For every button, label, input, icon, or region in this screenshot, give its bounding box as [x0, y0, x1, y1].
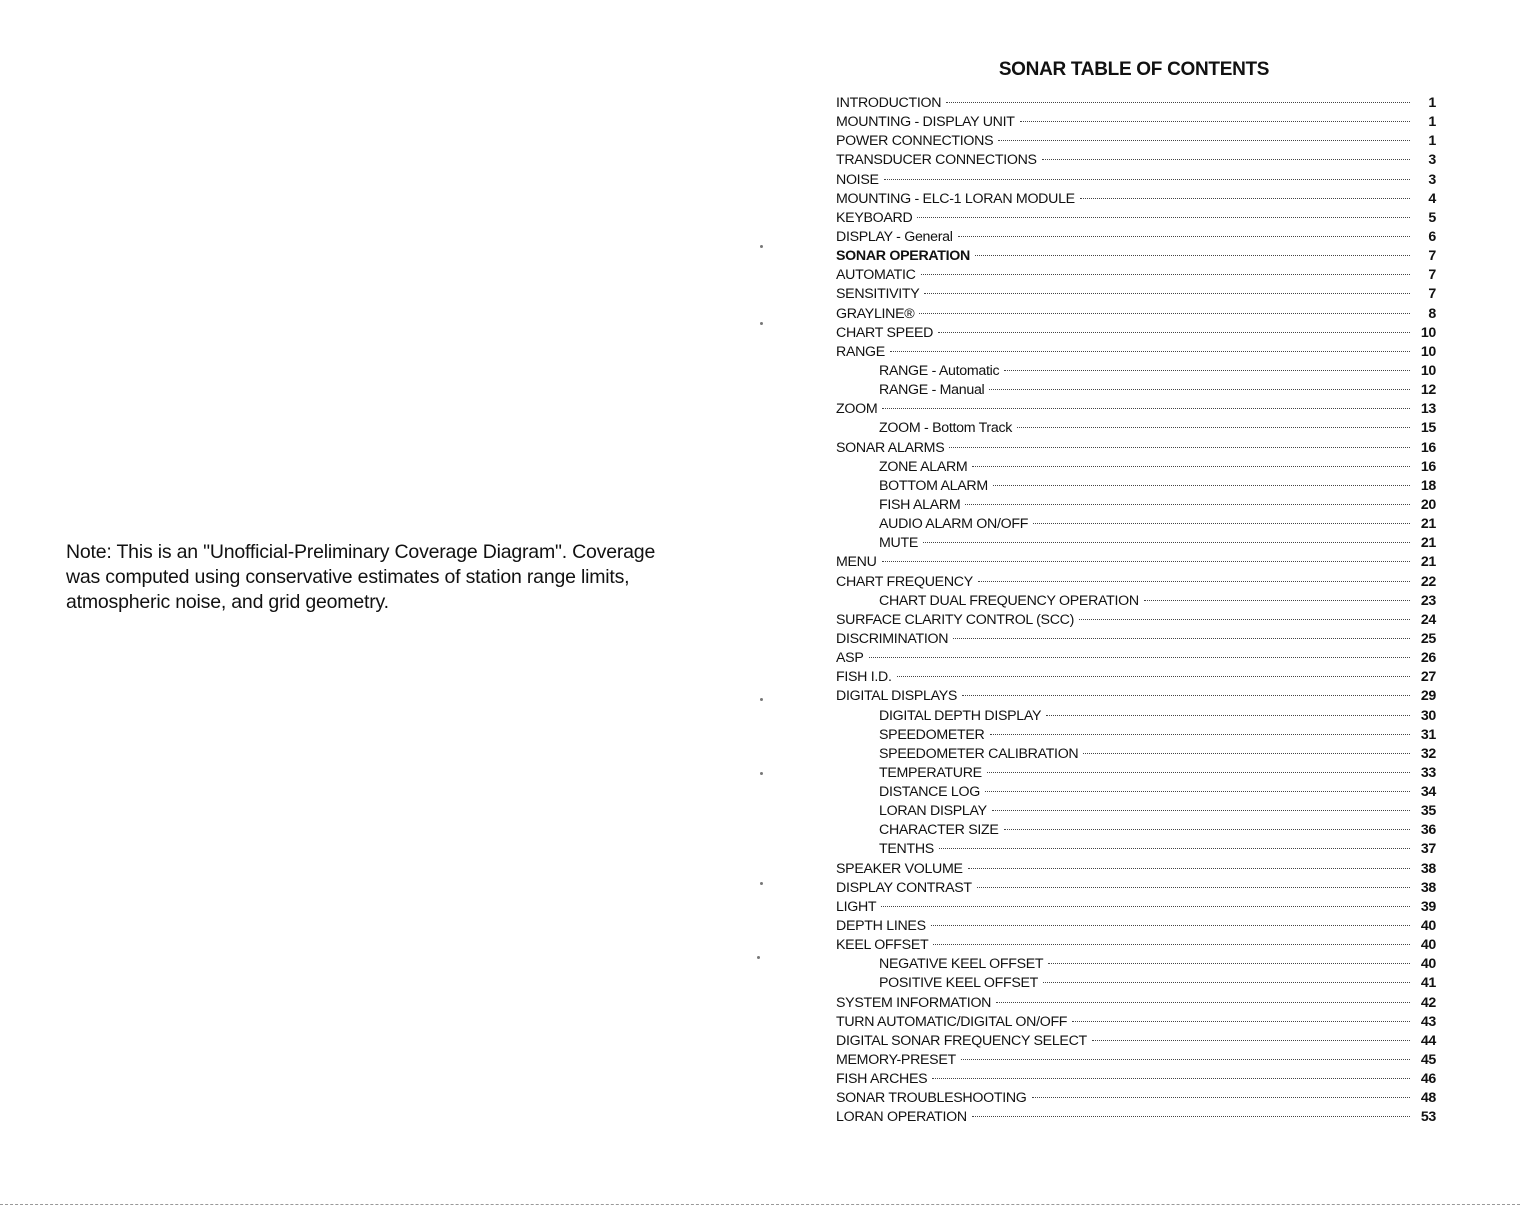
toc-dot-leader — [924, 293, 1410, 294]
toc-dot-leader — [882, 408, 1410, 409]
toc-entry-page: 20 — [1420, 496, 1436, 513]
toc-entry-label: NOISE — [836, 171, 879, 188]
toc-dot-leader — [919, 313, 1410, 314]
toc-dot-leader — [996, 1002, 1410, 1003]
toc-entry-label: SPEEDOMETER — [879, 726, 985, 743]
toc-entry-page: 7 — [1428, 286, 1436, 303]
toc-entry — [836, 171, 1436, 190]
toc-entry — [836, 113, 1436, 132]
toc-dot-leader — [978, 581, 1410, 582]
toc-entry — [836, 266, 1436, 285]
toc-entry — [836, 898, 1436, 917]
toc-entry-label: SPEAKER VOLUME — [836, 860, 963, 877]
toc-dot-leader — [1144, 600, 1410, 601]
toc-entry — [836, 534, 1436, 553]
toc-entry — [836, 974, 1436, 993]
toc-entry-page: 44 — [1420, 1032, 1436, 1049]
toc-entry — [836, 553, 1436, 572]
toc-entry-label: CHART SPEED — [836, 324, 934, 341]
toc-entry — [836, 1070, 1436, 1089]
toc-dot-leader — [1080, 198, 1410, 199]
toc-entry — [836, 1089, 1436, 1108]
toc-entry — [836, 783, 1436, 802]
toc-dot-leader — [931, 925, 1410, 926]
toc-entry-label: LIGHT — [836, 898, 877, 915]
toc-entry — [836, 687, 1436, 706]
toc-entry — [836, 1051, 1436, 1070]
toc-dot-leader — [917, 217, 1410, 218]
toc-dot-leader — [992, 810, 1410, 811]
toc-dot-leader — [1020, 121, 1410, 122]
toc-dot-leader — [1017, 427, 1410, 428]
toc-entry — [836, 802, 1436, 821]
toc-entry-label: SONAR ALARMS — [836, 439, 945, 456]
toc-dot-leader — [972, 1116, 1410, 1117]
page-bottom-rule — [0, 1204, 1520, 1205]
toc-entry — [836, 228, 1436, 247]
toc-dot-leader — [890, 351, 1410, 352]
toc-entry-page: 39 — [1420, 898, 1436, 915]
toc-entry — [836, 305, 1436, 324]
toc-dot-leader — [977, 887, 1410, 888]
toc-dot-leader — [965, 504, 1410, 505]
toc-entry — [836, 726, 1436, 745]
toc-entry-label: FISH ARCHES — [836, 1071, 928, 1088]
toc-entry — [836, 439, 1436, 458]
toc-dot-leader — [972, 466, 1410, 467]
scan-speck — [760, 772, 763, 775]
toc-entry-page: 1 — [1428, 95, 1436, 111]
toc-entry-page: 42 — [1420, 994, 1436, 1011]
toc-entry-page: 43 — [1420, 1013, 1436, 1030]
toc-entry — [836, 1032, 1436, 1051]
toc-entry-label: GRAYLINE® — [836, 305, 915, 322]
toc-entry-page: 21 — [1420, 554, 1436, 571]
toc-entry-page: 48 — [1420, 1090, 1436, 1107]
toc-entry-label: MEMORY-PRESET — [836, 1052, 956, 1069]
toc-entry-page: 46 — [1420, 1071, 1436, 1088]
toc-entry-label: RANGE - Manual — [879, 382, 985, 399]
toc-entry-page: 16 — [1420, 458, 1436, 475]
toc-entry-page: 24 — [1420, 611, 1436, 628]
toc-entry-page: 26 — [1420, 650, 1436, 667]
toc-dot-leader — [958, 236, 1410, 237]
toc-entry-page: 3 — [1428, 152, 1436, 169]
toc-dot-leader — [1042, 159, 1410, 160]
toc-entry-page: 21 — [1420, 535, 1436, 552]
toc-entry-label: ASP — [836, 650, 864, 667]
toc-dot-leader — [961, 1059, 1410, 1060]
toc-dot-leader — [933, 944, 1410, 945]
toc-list — [836, 94, 1436, 1128]
toc-entry — [836, 764, 1436, 783]
toc-entry-label: SYSTEM INFORMATION — [836, 994, 992, 1011]
toc-entry-label: ZOOM - Bottom Track — [879, 420, 1013, 437]
toc-entry-page: 30 — [1420, 707, 1436, 724]
toc-dot-leader — [897, 676, 1410, 677]
toc-entry — [836, 707, 1436, 726]
toc-dot-leader — [1046, 715, 1410, 716]
toc-entry-label: KEEL OFFSET — [836, 937, 929, 954]
toc-entry — [836, 477, 1436, 496]
toc-entry-page: 16 — [1420, 439, 1436, 456]
toc-dot-leader — [989, 389, 1410, 390]
toc-dot-leader — [932, 1078, 1410, 1079]
toc-entry-label: DIGITAL DEPTH DISPLAY — [879, 707, 1042, 724]
toc-dot-leader — [921, 274, 1410, 275]
toc-entry-page: 37 — [1420, 841, 1436, 858]
toc-dot-leader — [949, 447, 1410, 448]
toc-entry-page: 3 — [1428, 171, 1436, 188]
toc-entry-label: SONAR OPERATION — [836, 248, 970, 265]
toc-dot-leader — [1004, 370, 1410, 371]
note-line: atmospheric noise, and grid geometry. — [66, 591, 389, 613]
toc-entry-label: AUTOMATIC — [836, 267, 916, 284]
toc-entry — [836, 151, 1436, 170]
toc-entry — [836, 860, 1436, 879]
toc-entry-page: 38 — [1420, 860, 1436, 877]
toc-entry-label: KEYBOARD — [836, 209, 913, 226]
toc-dot-leader — [946, 102, 1410, 103]
toc-entry-label: ZOOM — [836, 401, 878, 418]
toc-entry-label: TRANSDUCER CONNECTIONS — [836, 152, 1037, 169]
toc-entry — [836, 381, 1436, 400]
toc-dot-leader — [998, 140, 1410, 141]
scan-speck — [760, 698, 763, 701]
toc-entry-page: 1 — [1428, 133, 1436, 150]
scan-speck — [760, 322, 763, 325]
toc-entry — [836, 1108, 1436, 1127]
toc-entry-label: DEPTH LINES — [836, 918, 926, 935]
toc-dot-leader — [1032, 1097, 1410, 1098]
toc-dot-leader — [953, 638, 1410, 639]
toc-entry — [836, 745, 1436, 764]
toc-entry — [836, 94, 1436, 113]
toc-entry — [836, 285, 1436, 304]
toc-entry-page: 27 — [1420, 669, 1436, 686]
toc-dot-leader — [1004, 829, 1410, 830]
toc-entry — [836, 247, 1436, 266]
toc-title: SONAR TABLE OF CONTENTS — [998, 59, 1270, 80]
toc-entry-label: INTRODUCTION — [836, 95, 942, 111]
toc-entry-label: MOUNTING - ELC-1 LORAN MODULE — [836, 190, 1075, 207]
toc-entry-label: DISCRIMINATION — [836, 630, 949, 647]
toc-entry-page: 10 — [1420, 343, 1436, 360]
toc-entry-label: RANGE - Automatic — [879, 362, 1000, 379]
toc-entry — [836, 821, 1436, 840]
toc-entry — [836, 879, 1436, 898]
note-line: Note: This is an "Unofficial-Preliminary Coverage Diagram". Coverage — [66, 541, 656, 563]
toc-entry — [836, 573, 1436, 592]
scan-speck — [760, 245, 763, 248]
toc-entry-page: 38 — [1420, 879, 1436, 896]
toc-entry — [836, 324, 1436, 343]
toc-entry-page: 45 — [1420, 1052, 1436, 1069]
toc-dot-leader — [923, 542, 1410, 543]
toc-entry-label: SURFACE CLARITY CONTROL (SCC) — [836, 611, 1075, 628]
toc-entry-page: 10 — [1420, 362, 1436, 379]
toc-dot-leader — [993, 485, 1410, 486]
toc-entry — [836, 132, 1436, 151]
toc-entry — [836, 400, 1436, 419]
toc-entry-page: 13 — [1420, 401, 1436, 418]
toc-entry-label: DIGITAL SONAR FREQUENCY SELECT — [836, 1032, 1087, 1049]
toc-entry — [836, 343, 1436, 362]
toc-entry-label: TENTHS — [879, 841, 934, 858]
toc-entry-page: 40 — [1420, 918, 1436, 935]
toc-dot-leader — [882, 561, 1410, 562]
toc-entry-page: 15 — [1420, 420, 1436, 437]
toc-entry-label: RANGE — [836, 343, 885, 360]
toc-entry — [836, 917, 1436, 936]
toc-dot-leader — [939, 848, 1410, 849]
toc-entry-page: 41 — [1420, 975, 1436, 992]
toc-entry-page: 35 — [1420, 803, 1436, 820]
toc-dot-leader — [975, 255, 1410, 256]
toc-entry-label: SPEEDOMETER CALIBRATION — [879, 745, 1079, 762]
toc-entry-label: SENSITIVITY — [836, 286, 920, 303]
toc-entry-page: 33 — [1420, 764, 1436, 781]
toc-entry-page: 25 — [1420, 630, 1436, 647]
toc-entry-page: 40 — [1420, 956, 1436, 973]
toc-entry — [836, 649, 1436, 668]
toc-entry-label: DISPLAY - General — [836, 228, 953, 245]
toc-entry-page: 1 — [1428, 114, 1436, 131]
toc-entry-label: DIGITAL DISPLAYS — [836, 688, 958, 705]
toc-entry — [836, 955, 1436, 974]
toc-entry-page: 18 — [1420, 477, 1436, 494]
toc-entry-page: 34 — [1420, 784, 1436, 801]
toc-entry — [836, 496, 1436, 515]
coverage-note — [66, 540, 716, 615]
toc-dot-leader — [869, 657, 1411, 658]
toc-dot-leader — [1083, 753, 1410, 754]
toc-entry-page: 21 — [1420, 516, 1436, 533]
toc-entry-label: NEGATIVE KEEL OFFSET — [879, 956, 1044, 973]
toc-dot-leader — [1079, 619, 1410, 620]
toc-entry — [836, 840, 1436, 859]
toc-entry-page: 32 — [1420, 745, 1436, 762]
toc-entry-page: 7 — [1428, 248, 1436, 265]
table-of-contents — [836, 56, 1436, 1128]
toc-entry — [836, 592, 1436, 611]
toc-entry-label: FISH ALARM — [879, 496, 961, 513]
toc-entry-page: 4 — [1428, 190, 1436, 207]
toc-dot-leader — [881, 906, 1410, 907]
note-line: was computed using conservative estimates of station range limits, — [66, 566, 630, 588]
toc-entry-label: CHART DUAL FREQUENCY OPERATION — [879, 592, 1139, 609]
toc-entry-label: CHARACTER SIZE — [879, 822, 999, 839]
toc-dot-leader — [990, 734, 1411, 735]
toc-entry-page: 12 — [1420, 382, 1436, 399]
toc-entry-label: LORAN OPERATION — [836, 1109, 967, 1126]
toc-entry-label: LORAN DISPLAY — [879, 803, 987, 820]
toc-entry-page: 36 — [1420, 822, 1436, 839]
toc-dot-leader — [985, 791, 1410, 792]
toc-entry — [836, 458, 1436, 477]
toc-entry-page: 53 — [1420, 1109, 1436, 1126]
toc-entry-label: DISPLAY CONTRAST — [836, 879, 972, 896]
toc-dot-leader — [987, 772, 1410, 773]
toc-entry — [836, 611, 1436, 630]
toc-dot-leader — [1072, 1021, 1410, 1022]
toc-entry — [836, 515, 1436, 534]
toc-entry-page: 40 — [1420, 937, 1436, 954]
scan-speck — [757, 956, 760, 959]
scan-speck — [760, 882, 763, 885]
toc-entry — [836, 668, 1436, 687]
toc-entry-page: 6 — [1428, 228, 1436, 245]
toc-entry — [836, 630, 1436, 649]
toc-entry-label: DISTANCE LOG — [879, 784, 980, 801]
toc-dot-leader — [962, 695, 1410, 696]
toc-entry-page: 5 — [1428, 209, 1436, 226]
toc-entry — [836, 1013, 1436, 1032]
toc-entry-page: 10 — [1420, 324, 1436, 341]
toc-entry-page: 29 — [1420, 688, 1436, 705]
toc-entry-label: MUTE — [879, 535, 918, 552]
toc-entry-label: SONAR TROUBLESHOOTING — [836, 1090, 1027, 1107]
toc-entry-page: 7 — [1428, 267, 1436, 284]
toc-entry — [836, 209, 1436, 228]
toc-entry-label: ZONE ALARM — [879, 458, 968, 475]
toc-entry-page: 8 — [1428, 305, 1436, 322]
toc-entry — [836, 994, 1436, 1013]
toc-entry-label: CHART FREQUENCY — [836, 573, 973, 590]
toc-entry — [836, 190, 1436, 209]
toc-entry-label: POWER CONNECTIONS — [836, 133, 994, 150]
toc-dot-leader — [1048, 963, 1410, 964]
toc-dot-leader — [1043, 982, 1410, 983]
toc-dot-leader — [1092, 1040, 1410, 1041]
toc-entry-label: AUDIO ALARM ON/OFF — [879, 516, 1029, 533]
toc-entry-label: MENU — [836, 554, 877, 571]
toc-entry-label: BOTTOM ALARM — [879, 477, 988, 494]
toc-entry-label: MOUNTING - DISPLAY UNIT — [836, 114, 1015, 131]
toc-entry-label: TEMPERATURE — [879, 764, 982, 781]
toc-dot-leader — [938, 332, 1410, 333]
toc-entry-label: TURN AUTOMATIC/DIGITAL ON/OFF — [836, 1013, 1068, 1030]
toc-entry — [836, 419, 1436, 438]
toc-entry-page: 23 — [1420, 592, 1436, 609]
toc-entry-label: POSITIVE KEEL OFFSET — [879, 975, 1039, 992]
toc-entry-page: 22 — [1420, 573, 1436, 590]
toc-dot-leader — [884, 179, 1410, 180]
toc-entry — [836, 936, 1436, 955]
toc-entry — [836, 362, 1436, 381]
toc-entry-label: FISH I.D. — [836, 669, 892, 686]
toc-entry-page: 31 — [1420, 726, 1436, 743]
toc-dot-leader — [1033, 523, 1410, 524]
toc-dot-leader — [968, 868, 1410, 869]
